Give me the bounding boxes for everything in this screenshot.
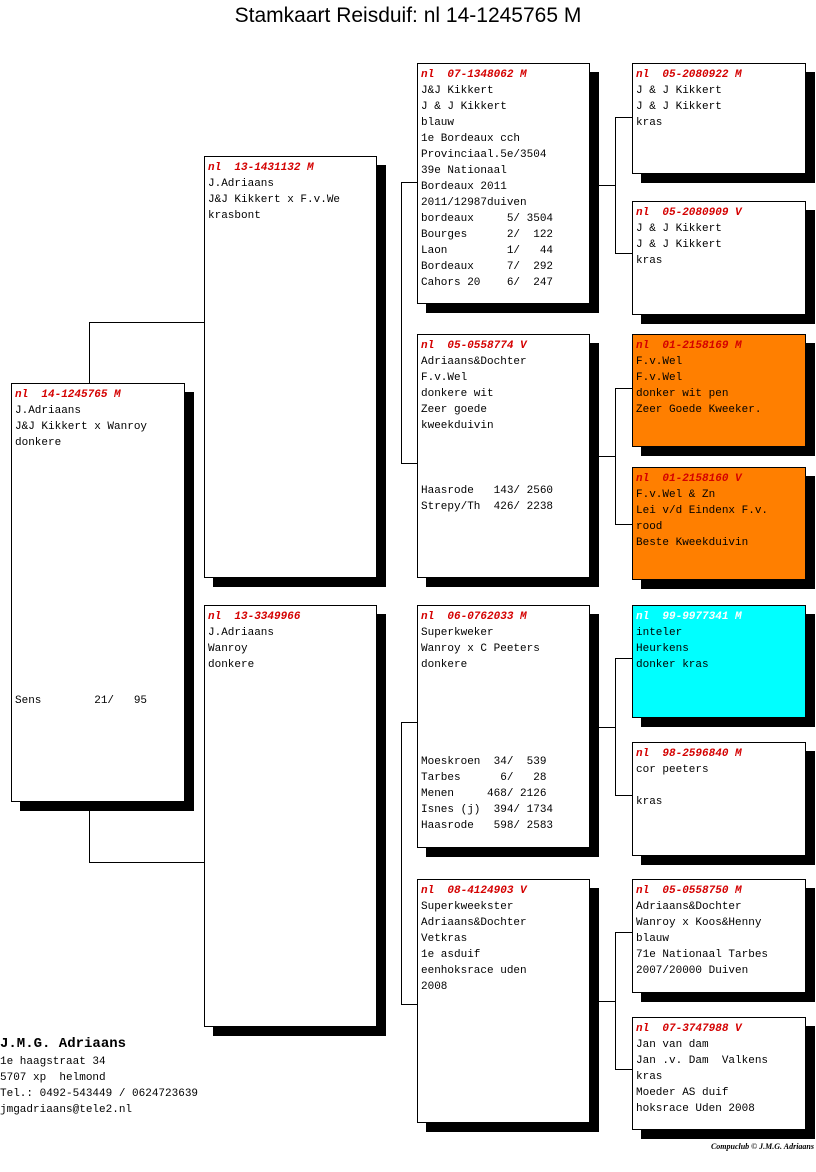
info-line: 1e Bordeaux cch — [421, 133, 521, 145]
race-result: Cahors 20 6/ 247 — [421, 277, 554, 289]
info-line: Beste Kweekduivin — [636, 537, 749, 549]
info-line: rood — [636, 521, 663, 533]
race-result: Moeskroen 34/ 539 — [421, 756, 547, 768]
info-line: Superkweekster — [421, 901, 514, 913]
owner-name: J.M.G. Adriaans — [0, 1036, 127, 1052]
info-line: blauw — [421, 117, 455, 129]
info-line: eenhoksrace uden — [421, 965, 527, 977]
info-line: cor peeters — [636, 764, 709, 776]
info-line: Zeer goede — [421, 404, 488, 416]
owner-phone: Tel.: 0492-543449 / 0624723639 — [0, 1088, 199, 1100]
bird-card-father[interactable] — [204, 156, 377, 578]
info-line: J&J Kikkert — [421, 85, 494, 97]
info-line: Wanroy — [208, 643, 248, 655]
connector — [615, 658, 632, 659]
info-line: F.v.Wel — [421, 372, 468, 384]
bird-card-mmf[interactable] — [632, 879, 806, 993]
connector — [89, 810, 90, 863]
info-line: F.v.Wel — [636, 372, 683, 384]
ring-number: nl 07-3747988 V — [636, 1023, 742, 1035]
bird-card-mfm[interactable] — [632, 742, 806, 856]
info-line — [636, 778, 802, 794]
connector — [615, 658, 616, 796]
info-line: kras — [636, 255, 663, 267]
info-line: Vetkras — [421, 933, 468, 945]
info-line: Adriaans&Dochter — [636, 901, 742, 913]
connector — [401, 722, 402, 1005]
bird-card-fff[interactable] — [632, 63, 806, 174]
info-line: 39e Nationaal — [421, 165, 507, 177]
race-result: Bordeaux 7/ 292 — [421, 261, 554, 273]
info-line: F.v.Wel — [636, 356, 683, 368]
connector — [401, 182, 417, 183]
bird-card-ffm[interactable] — [632, 201, 806, 315]
connector — [615, 524, 632, 525]
info-line: Jan van dam — [636, 1039, 709, 1051]
info-line: Bordeaux 2011 — [421, 181, 507, 193]
info-line: Lei v/d Eindenx F.v. — [636, 505, 769, 517]
info-line: J&J Kikkert x F.v.We — [208, 194, 341, 206]
race-result: Tarbes 6/ 28 — [421, 772, 547, 784]
ring-number: nl 05-0558750 M — [636, 885, 742, 897]
connector — [401, 1004, 417, 1005]
info-line: donker kras — [636, 659, 709, 671]
race-result: Bourges 2/ 122 — [421, 229, 554, 241]
info-line: Adriaans&Dochter — [421, 356, 527, 368]
bird-card-mff[interactable] — [632, 605, 806, 718]
info-line: inteler — [636, 627, 683, 639]
info-line: J & J Kikkert — [636, 85, 722, 97]
owner-block — [0, 1034, 198, 1118]
connector — [615, 932, 632, 933]
bird-card-mmm[interactable] — [632, 1017, 806, 1130]
info-line: krasbont — [208, 210, 261, 222]
connector — [615, 1069, 632, 1070]
info-line: kras — [636, 796, 663, 808]
connector — [598, 1001, 615, 1002]
connector — [401, 722, 417, 723]
info-line: J&J Kikkert x Wanroy — [15, 421, 148, 433]
connector — [598, 727, 615, 728]
bird-card-subject[interactable] — [11, 383, 185, 802]
ring-number: nl 13-3349966 — [208, 611, 301, 623]
info-line: 2011/12987duiven — [421, 197, 527, 209]
connector — [615, 117, 616, 254]
ring-number: nl 14-1245765 M — [15, 389, 121, 401]
bird-card-fmf[interactable] — [632, 334, 806, 447]
connector — [89, 322, 204, 323]
ring-number: nl 13-1431132 M — [208, 162, 314, 174]
info-line: J & J Kikkert — [636, 239, 722, 251]
race-result: Laon 1/ 44 — [421, 245, 554, 257]
info-line: kras — [636, 117, 663, 129]
ring-number: nl 01-2158160 V — [636, 473, 742, 485]
info-line: Zeer Goede Kweeker. — [636, 404, 762, 416]
owner-email: jmgadriaans@tele2.nl — [0, 1104, 133, 1116]
ring-number: nl 08-4124903 V — [421, 885, 527, 897]
connector — [615, 253, 632, 254]
info-line: Adriaans&Dochter — [421, 917, 527, 929]
connector — [598, 185, 615, 186]
info-line: J.Adriaans — [208, 627, 275, 639]
ring-number: nl 06-0762033 M — [421, 611, 527, 623]
info-line: Moeder AS duif — [636, 1087, 729, 1099]
connector — [615, 388, 616, 525]
ring-number: nl 07-1348062 M — [421, 69, 527, 81]
footer-credit: Compuclub © J.M.G. Adriaans — [710, 1142, 814, 1151]
connector — [89, 862, 204, 863]
race-result: Isnes (j) 394/ 1734 — [421, 804, 554, 816]
info-line: Heurkens — [636, 643, 689, 655]
bird-card-mother-father[interactable] — [417, 605, 590, 848]
connector — [401, 463, 417, 464]
info-line: 71e Nationaal Tarbes — [636, 949, 769, 961]
info-line: kweekduivin — [421, 420, 494, 432]
connector — [615, 795, 632, 796]
owner-address: 1e haagstraat 34 — [0, 1056, 106, 1068]
info-line: Wanroy x C Peeters — [421, 643, 540, 655]
info-line: Wanroy x Koos&Henny — [636, 917, 762, 929]
owner-postcode: 5707 xp helmond — [0, 1072, 106, 1084]
info-line: donker wit pen — [636, 388, 729, 400]
info-line: donkere wit — [421, 388, 494, 400]
bird-card-father-mother[interactable] — [417, 334, 590, 578]
info-line: blauw — [636, 933, 670, 945]
info-line: J & J Kikkert — [636, 101, 722, 113]
race-result: Menen 468/ 2126 — [421, 788, 547, 800]
info-line: J.Adriaans — [208, 178, 275, 190]
info-line: 2008 — [421, 981, 448, 993]
bird-card-father-father[interactable] — [417, 63, 590, 304]
info-line: donkere — [15, 437, 62, 449]
ring-number: nl 05-2080909 V — [636, 207, 742, 219]
race-result: bordeaux 5/ 3504 — [421, 213, 554, 225]
ring-number: nl 01-2158169 M — [636, 340, 742, 352]
info-line: kras — [636, 1071, 663, 1083]
bird-card-fmm[interactable] — [632, 467, 806, 580]
ring-number: nl 05-0558774 V — [421, 340, 527, 352]
page-title: Stamkaart Reisduif: nl 14-1245765 M — [234, 4, 582, 27]
info-line: F.v.Wel & Zn — [636, 489, 716, 501]
connector — [401, 182, 402, 464]
info-line: 1e asduif — [421, 949, 481, 961]
info-line: donkere — [208, 659, 255, 671]
connector — [598, 456, 615, 457]
info-line: Provinciaal.5e/3504 — [421, 149, 547, 161]
info-line: Superkweker — [421, 627, 494, 639]
ring-number: nl 99-9977341 M — [636, 611, 742, 623]
connector — [615, 388, 632, 389]
ring-number: nl 05-2080922 M — [636, 69, 742, 81]
info-line: Jan .v. Dam Valkens — [636, 1055, 769, 1067]
info-line: hoksrace Uden 2008 — [636, 1103, 755, 1115]
info-line: 2007/20000 Duiven — [636, 965, 749, 977]
info-line: J.Adriaans — [15, 405, 82, 417]
info-line: donkere — [421, 659, 468, 671]
bird-card-mother[interactable] — [204, 605, 377, 1027]
connector — [615, 117, 632, 118]
race-result: Haasrode 598/ 2583 — [421, 820, 554, 832]
race-result: Haasrode 143/ 2560 — [421, 485, 554, 497]
info-line: J & J Kikkert — [421, 101, 507, 113]
race-result: Sens 21/ 95 — [15, 695, 148, 707]
ring-number: nl 98-2596840 M — [636, 748, 742, 760]
connector — [89, 322, 90, 384]
bird-card-mother-mother[interactable] — [417, 879, 590, 1123]
info-line: J & J Kikkert — [636, 223, 722, 235]
race-result: Strepy/Th 426/ 2238 — [421, 501, 554, 513]
connector — [615, 932, 616, 1070]
